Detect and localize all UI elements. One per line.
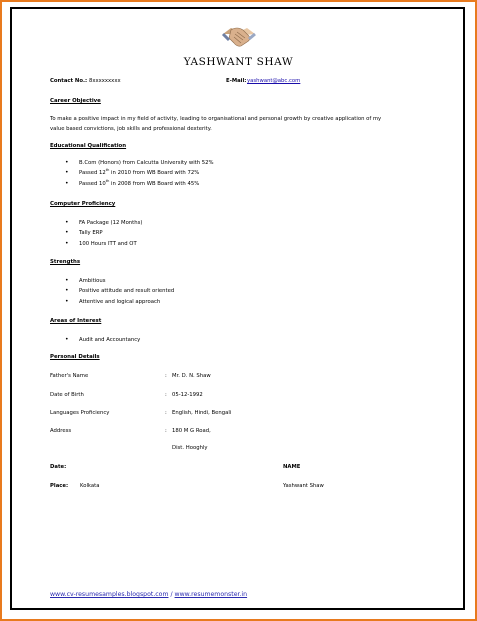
fathers-name-value: Mr. D. N. Shaw (172, 373, 211, 379)
address-label: Address (50, 428, 72, 434)
list-item: • Audit and Accountancy (65, 335, 140, 345)
colon: : (165, 392, 167, 398)
email-label: E-Mail: (226, 78, 247, 84)
education-list (65, 158, 214, 189)
address-line-2: Dist. Hooghly (172, 445, 208, 451)
list-item: • 100 Hours ITT and OT (65, 239, 142, 249)
email-link[interactable]: yashwant@abc.com (247, 78, 301, 84)
place-value: Kolkata (80, 483, 100, 489)
dob-label: Date of Birth (50, 392, 84, 398)
career-objective-line-2: value based convictions, job skills and professional dexterity. (50, 126, 212, 132)
career-objective-heading: Career Objective (50, 98, 101, 104)
candidate-name: YASHWANT SHAW (183, 56, 294, 68)
footer-links (50, 591, 247, 598)
list-item: • B.Com (Honors) from Calcutta University with 52% (65, 158, 214, 168)
list-item: • FA Package (12 Months) (65, 218, 142, 228)
footer-separator: / (168, 591, 175, 598)
contact-number: 8xxxxxxxxx (89, 78, 121, 84)
handshake-icon (221, 20, 257, 52)
list-item: • Tally ERP (65, 228, 142, 238)
list-item: • Passed 12th in 2010 from WB Board with 72% (65, 168, 214, 178)
contact-label: Contact No.: (50, 78, 88, 84)
colon: : (165, 428, 167, 434)
education-heading: Educational Qualification (50, 143, 127, 149)
list-item: • Ambitious (65, 276, 174, 286)
signature-name-value: Yashwant Shaw (283, 483, 324, 489)
list-item: • Passed 10th in 2008 from WB Board with 45% (65, 179, 214, 189)
languages-label: Languages Proficiency (50, 410, 110, 416)
colon: : (165, 373, 167, 379)
place-label: Place: (50, 483, 69, 489)
computer-proficiency-list (65, 218, 142, 249)
footer-link-cv-resumesamples[interactable]: www.cv-resumesamples.blogspot.com (50, 591, 169, 598)
interest-heading: Areas of Interest (50, 318, 102, 324)
list-item: • Attentive and logical approach (65, 297, 174, 307)
strengths-list (65, 276, 174, 307)
signature-name-label: NAME (283, 464, 301, 470)
footer-link-resumemonster[interactable]: www.resumemonster.in (174, 591, 248, 598)
fathers-name-label: Father's Name (50, 373, 89, 379)
computer-proficiency-heading: Computer Proficiency (50, 201, 116, 207)
list-item: • Positive attitude and result oriented (65, 286, 174, 296)
date-label: Date: (50, 464, 67, 470)
interest-list (65, 335, 140, 345)
languages-value: English, Hindi, Bengali (172, 410, 232, 416)
career-objective-line-1: To make a positive impact in my field of activity, leading to organisational and personal growth by creative application of my (50, 116, 382, 122)
colon: : (165, 410, 167, 416)
address-line-1: 180 M G Road, (172, 428, 211, 434)
strengths-heading: Strengths (50, 259, 81, 265)
personal-details-heading: Personal Details (50, 354, 100, 360)
dob-value: 05-12-1992 (172, 392, 203, 398)
